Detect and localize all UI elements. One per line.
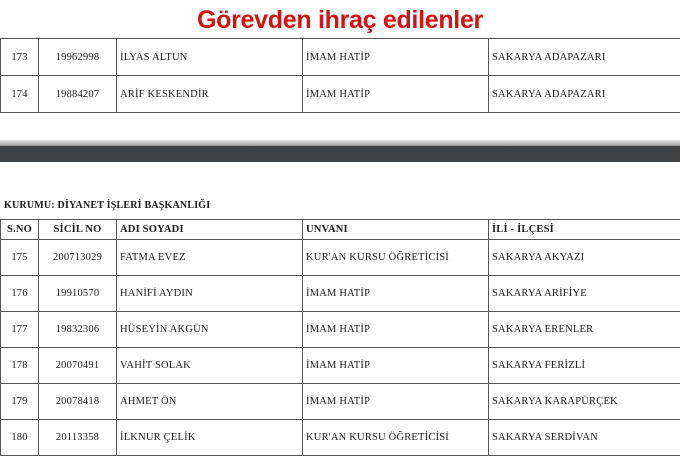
- page-break-divider: [0, 146, 680, 162]
- cell-name: HANİFİ AYDIN: [117, 276, 303, 312]
- cell-sno: 177: [1, 312, 39, 348]
- cell-sicil-no: 19884207: [39, 76, 117, 113]
- cell-name: HÜSEYİN AKGÜN: [117, 312, 303, 348]
- cell-sno: 176: [1, 276, 39, 312]
- header-sno: S.NO: [1, 220, 39, 240]
- table-header-row: [1, 220, 680, 240]
- table-row: [1, 240, 680, 276]
- table-row: [1, 276, 680, 312]
- cell-sicil-no: 20113358: [39, 420, 117, 456]
- cell-sicil-no: 20078418: [39, 384, 117, 420]
- cell-title: İMAM HATİP: [303, 39, 489, 76]
- cell-sno: 180: [1, 420, 39, 456]
- cell-location: SAKARYA FERİZLİ: [489, 348, 680, 384]
- header-sicil-no: SİCİL NO: [39, 220, 117, 240]
- cell-name: AHMET ÖN: [117, 384, 303, 420]
- cell-title: KUR'AN KURSU ÖĞRETİCİSİ: [303, 420, 489, 456]
- cell-location: SAKARYA ADAPAZARI: [489, 39, 680, 76]
- cell-title: İMAM HATİP: [303, 276, 489, 312]
- cell-sicil-no: 20070491: [39, 348, 117, 384]
- header-name: ADI SOYADI: [117, 220, 303, 240]
- cell-title: İMAM HATİP: [303, 312, 489, 348]
- cell-sno: 174: [1, 76, 39, 113]
- table-row: [1, 420, 680, 456]
- page-headline: Görevden ihraç edilenler: [0, 0, 680, 40]
- cell-title: KUR'AN KURSU ÖĞRETİCİSİ: [303, 240, 489, 276]
- cell-sicil-no: 19910570: [39, 276, 117, 312]
- table-row: [1, 312, 680, 348]
- cell-location: SAKARYA ERENLER: [489, 312, 680, 348]
- table-row: [1, 384, 680, 420]
- cell-name: İLYAS ALTUN: [117, 39, 303, 76]
- cell-location: SAKARYA ADAPAZARI: [489, 76, 680, 113]
- cell-sno: 173: [1, 39, 39, 76]
- dismissal-list-table: [0, 219, 680, 456]
- cell-location: SAKARYA ARİFİYE: [489, 276, 680, 312]
- cell-location: SAKARYA AKYAZI: [489, 240, 680, 276]
- table-row: [1, 348, 680, 384]
- header-location: İLİ - İLÇESİ: [489, 220, 680, 240]
- table-row: [1, 76, 680, 113]
- cell-sicil-no: 19832306: [39, 312, 117, 348]
- cell-name: İLKNUR ÇELİK: [117, 420, 303, 456]
- cell-title: İMAM HATİP: [303, 384, 489, 420]
- cell-title: İMAM HATİP: [303, 348, 489, 384]
- cell-location: SAKARYA KARAPÜRÇEK: [489, 384, 680, 420]
- cell-location: SAKARYA SERDİVAN: [489, 420, 680, 456]
- institution-label: KURUMU: DİYANET İŞLERİ BAŞKANLIĞI: [4, 200, 210, 211]
- cell-sno: 178: [1, 348, 39, 384]
- cell-sno: 179: [1, 384, 39, 420]
- previous-page-table: [0, 38, 680, 113]
- table-row: [1, 39, 680, 76]
- cell-name: ARİF KESKENDİR: [117, 76, 303, 113]
- header-title: UNVANI: [303, 220, 489, 240]
- cell-sicil-no: 19962998: [39, 39, 117, 76]
- cell-sicil-no: 200713029: [39, 240, 117, 276]
- cell-name: FATMA EVEZ: [117, 240, 303, 276]
- cell-sno: 175: [1, 240, 39, 276]
- cell-name: VAHİT SOLAK: [117, 348, 303, 384]
- cell-title: İMAM HATİP: [303, 76, 489, 113]
